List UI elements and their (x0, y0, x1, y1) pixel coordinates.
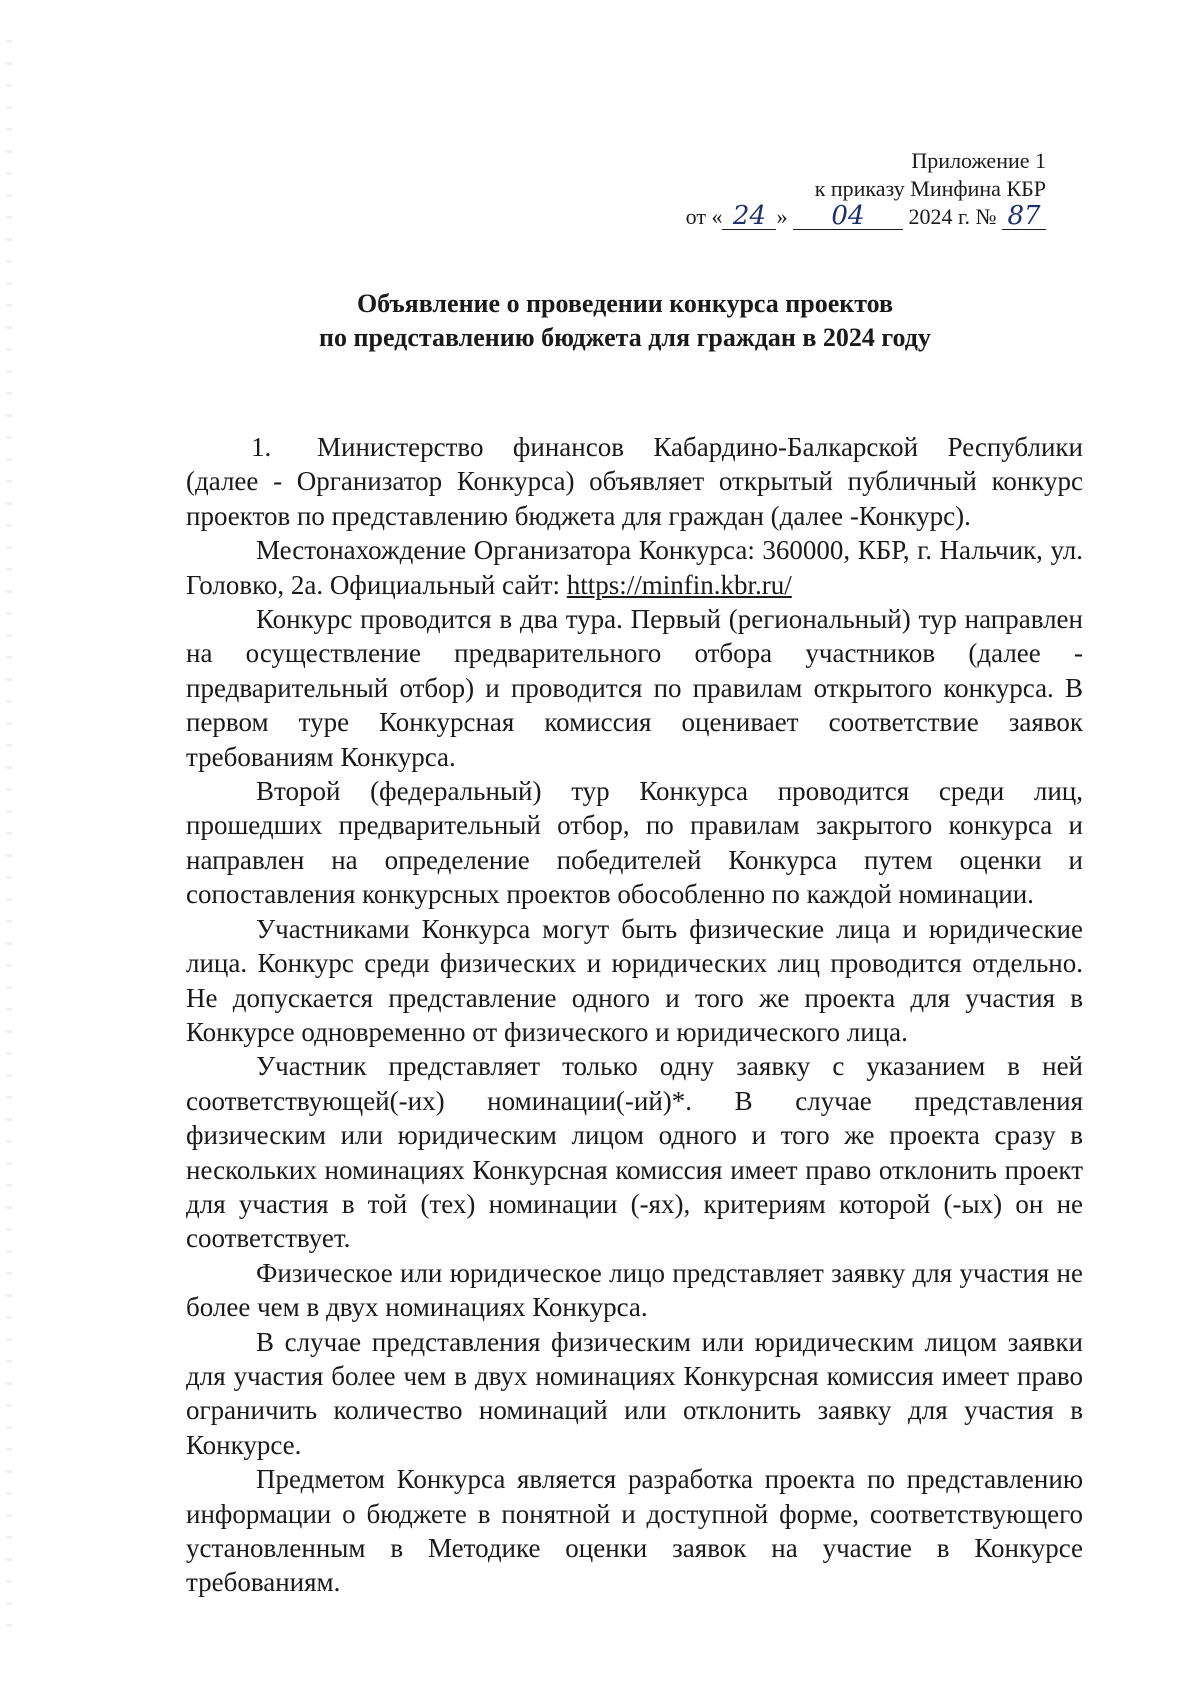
paragraph-6: Участник представляет только одну заявку с указанием в ней соответствующей(-их) номинации(-ий)*. В случае представления физическим или юридическим лицом одного и того же проекта сразу в нескольких номинациях Конкурсная комиссия имеет право отклонить проект для участия в той (тех) номинации (-ях), критериям которой (-ых) он не соответствует. (186, 1051, 1083, 1254)
year-text: 2024 г. № (908, 204, 997, 229)
paragraph-number: 1. (251, 432, 272, 462)
document-body (186, 430, 1083, 1600)
paragraph-7: Физическое или юридическое лицо представляет заявку для участия не более чем в двух номинациях Конкурса. (186, 1257, 1083, 1323)
handwritten-day: 24 (722, 203, 776, 230)
annex-date-line (686, 203, 1046, 231)
paragraph-4: Второй (федеральный) тур Конкурса проводится среди лиц, прошедших предварительный отбор, по правилам закрытого конкурса и направлен на определение победителей Конкурса путем оценки и сопоставления конкурсных проектов обособленно по каждой номинации. (186, 776, 1083, 910)
date-prefix: от « (685, 204, 723, 229)
paragraph-1 (186, 430, 1083, 533)
paragraph-3: Конкурс проводится в два тура. Первый (региональный) тур направлен на осуществление предварительного отбора участников (далее - предварительный отбор) и проводится по правилам открытого конкурса. В первом туре Конкурсная комиссия оценивает соответствие заявок требованиям Конкурса. (186, 604, 1083, 772)
scan-edge-marks (6, 40, 12, 1640)
handwritten-order-number: 87 (1002, 203, 1046, 230)
document-title (160, 287, 1090, 355)
paragraph-2 (186, 533, 1083, 602)
paragraph-1-text: Министерство финансов Кабардино-Балкарской Республики (далее - Организатор Конкурса) объявляет открытый публичный конкурс проектов по представлению бюджета для граждан (далее -Конкурс). (186, 432, 1083, 531)
paragraph-5: Участниками Конкурса могут быть физические лица и юридические лица. Конкурс среди физических и юридических лиц проводится отдельно. Не допускается представление одного и того же проекта для участия в Конкурсе одновременно от физического и юридического лица. (186, 913, 1083, 1047)
paragraph-8: В случае представления физическим или юридическим лицом заявки для участия более чем в двух номинациях Конкурсная комиссия имеет право ограничить количество номинаций или отклонить заявку для участия в Конкурсе. (186, 1326, 1083, 1460)
date-mid: » (776, 204, 788, 229)
handwritten-month: 04 (793, 203, 903, 230)
title-line-2: по представлению бюджета для граждан в 2024 году (319, 323, 931, 352)
title-line-1: Объявление о проведении конкурса проектов (356, 289, 894, 318)
annex-header (686, 147, 1046, 231)
paragraph-2-text: Местонахождение Организатора Конкурса: 360000, КБР, г. Нальчик, ул. Головко, 2а. Официальный сайт: (186, 535, 1083, 600)
official-site-link[interactable]: https://minfin.kbr.ru/ (566, 569, 792, 600)
annex-order-ref: к приказу Минфина КБР (814, 176, 1046, 201)
paragraph-9: Предметом Конкурса является разработка проекта по представлению информации о бюджете в понятной и доступной форме, соответствующего установленным в Методике оценки заявок на участие в Конкурсе требованиям. (186, 1464, 1083, 1598)
annex-title: Приложение 1 (911, 148, 1046, 173)
